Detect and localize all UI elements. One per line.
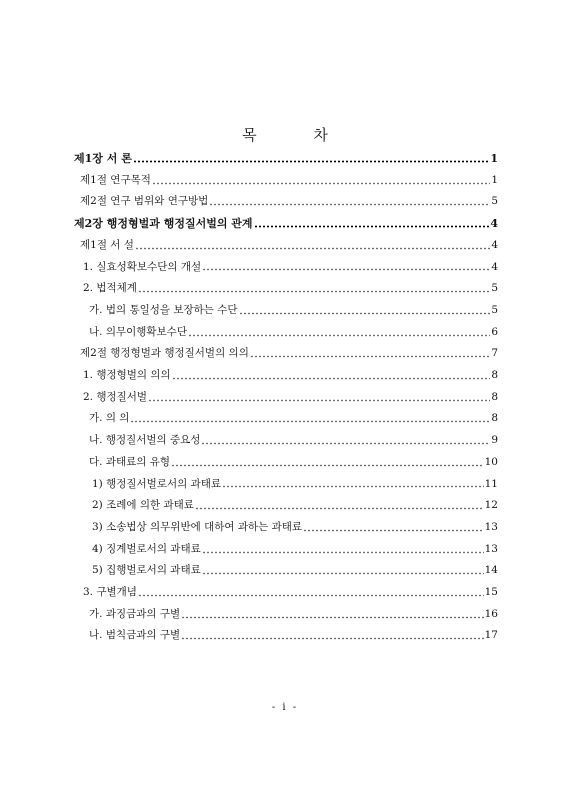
toc-entry (89, 324, 498, 342)
toc-entry (89, 410, 498, 428)
toc-entry-page-number: 14 (484, 564, 498, 577)
toc-entry-label: 다. 과태료의 유형 (89, 455, 171, 468)
toc-entry (83, 389, 498, 407)
toc-entry-label: 3) 소송법상 의무위반에 대하여 과하는 과태료 (92, 520, 303, 533)
toc-entry-label: 1. 행정형벌의 의의 (83, 369, 171, 381)
toc-entry (83, 367, 498, 385)
dot-leader (303, 523, 484, 533)
toc-entry-label: 2. 법적체계 (83, 282, 137, 295)
toc-entry-label: 나. 행정질서벌의 중요성 (89, 434, 201, 447)
dot-leader (148, 393, 490, 403)
dot-leader (130, 414, 490, 424)
toc-entry (92, 541, 498, 559)
toc-entry (80, 172, 498, 190)
toc-entry-page-number: 7 (491, 347, 498, 360)
toc-entry-page-number: 8 (491, 390, 498, 403)
dot-leader (202, 263, 490, 273)
toc-entry (89, 627, 498, 645)
toc-entry-page-number: 17 (484, 629, 498, 642)
dot-leader (133, 154, 490, 164)
toc-entry (92, 519, 498, 537)
dot-leader (239, 306, 491, 316)
toc-entry-page-number: 8 (491, 412, 498, 425)
toc-entry-label: 제2절 행정형벌과 행정질서벌의 의의 (80, 347, 249, 360)
dot-leader (250, 349, 490, 359)
toc-entry-page-number: 10 (484, 455, 498, 468)
toc-entry-page-number: 4 (491, 260, 498, 273)
toc-entry-page-number: 15 (484, 586, 498, 598)
toc-entry (83, 259, 498, 277)
toc-entry (80, 237, 498, 255)
toc-entry (89, 302, 498, 320)
page-number-footer: - i - (271, 702, 299, 713)
toc-entry (92, 476, 498, 494)
toc-entry-label: 제1절 연구목적 (80, 173, 151, 186)
toc-entry (80, 193, 498, 211)
toc-entry-label: 나. 의무이행확보수단 (89, 325, 187, 338)
dot-leader (201, 436, 490, 446)
toc-entry-label: 3. 구별개념 (83, 586, 137, 598)
toc-entry-page-number: 4 (490, 217, 498, 231)
toc-entry-label: 2) 조례에 의한 과태료 (92, 499, 194, 512)
toc-entry-page-number: 5 (491, 195, 498, 208)
dot-leader (135, 241, 490, 251)
toc-entry-label: 제2장 행정형벌과 행정질서벌의 관계 (74, 217, 253, 231)
dot-leader (138, 284, 490, 294)
toc-entry-label: 제2절 연구 범위와 연구방법 (80, 195, 209, 208)
toc-entry (89, 432, 498, 450)
dot-leader (181, 631, 483, 641)
toc-entry-page-number: 8 (491, 369, 498, 381)
dot-leader (181, 610, 483, 620)
dot-leader (152, 176, 490, 186)
dot-leader (195, 501, 484, 511)
dot-leader (171, 458, 484, 468)
dot-leader (172, 371, 491, 381)
toc-entry-label: 1) 행정질서벌로서의 과태료 (92, 477, 222, 490)
toc-entry-label: 나. 범칙금과의 구별 (89, 629, 181, 642)
toc-entry (83, 280, 498, 298)
toc-entry-page-number: 11 (484, 477, 498, 490)
toc-entry-label: 2. 행정질서벌 (83, 390, 148, 403)
toc-entry (92, 562, 498, 580)
toc-entry-page-number: 5 (491, 282, 498, 295)
toc-entry (89, 606, 498, 624)
toc-entry-label: 제1장 서 론 (74, 152, 132, 165)
toc-entry-label: 제1절 서 설 (80, 238, 134, 251)
toc-title: 목 차 (242, 126, 354, 144)
toc-entry (89, 454, 498, 472)
toc-chapter-entry (74, 150, 498, 168)
toc-entry-page-number: 13 (484, 520, 498, 533)
toc-entry-label: 1. 실효성확보수단의 개설 (83, 260, 202, 273)
toc-entry (80, 345, 498, 363)
dot-leader (222, 480, 484, 490)
toc-chapter-entry (74, 215, 498, 233)
dot-leader (188, 328, 490, 338)
toc-entry-label: 가. 과징금과의 구별 (89, 607, 181, 620)
toc-entry-page-number: 1 (491, 173, 498, 186)
toc-entry-page-number: 4 (491, 238, 498, 251)
toc-entry-label: 가. 의 의 (89, 412, 130, 425)
toc-entry (83, 584, 498, 602)
dot-leader (202, 566, 484, 576)
toc-entry-page-number: 5 (491, 303, 498, 316)
toc-entry-page-number: 1 (490, 152, 498, 165)
toc-entry-label: 5) 집행벌로서의 과태료 (92, 564, 201, 577)
toc-entry (92, 497, 498, 515)
toc-entry-page-number: 16 (484, 607, 498, 620)
toc-entry-label: 4) 징계벌로서의 과태료 (92, 542, 201, 555)
toc-entry-page-number: 12 (484, 499, 498, 512)
toc-entry-label: 가. 법의 통일성을 보장하는 수단 (89, 303, 238, 316)
dot-leader (209, 197, 490, 207)
dot-leader (138, 588, 484, 598)
toc-entry-page-number: 6 (491, 325, 498, 338)
toc-entry-page-number: 9 (491, 434, 498, 447)
dot-leader (202, 545, 484, 555)
dot-leader (254, 219, 490, 229)
toc-entry-page-number: 13 (484, 542, 498, 555)
